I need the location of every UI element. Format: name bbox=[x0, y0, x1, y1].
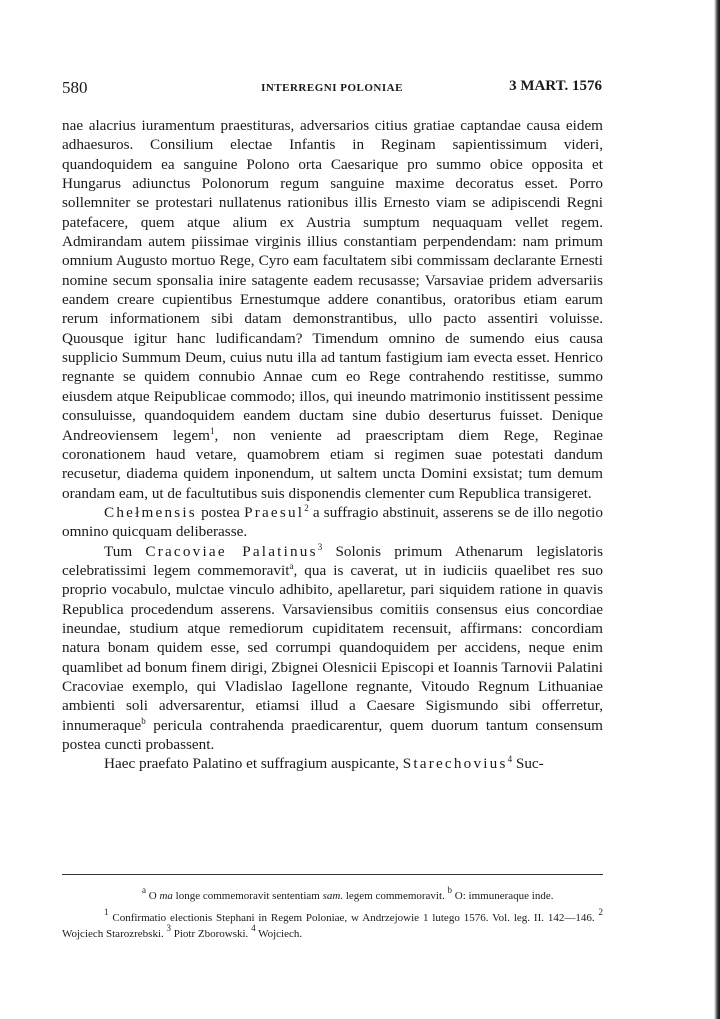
page-number: 580 bbox=[62, 78, 88, 97]
note-reference: 2 bbox=[304, 502, 309, 513]
text-run: legem commemoravit. bbox=[343, 890, 448, 902]
text-run: Solonis primum Athenarum legislatoris celebratissimi legem commemoravit bbox=[62, 542, 603, 579]
main-text bbox=[62, 116, 603, 774]
italic-variant: sam. bbox=[322, 890, 344, 902]
spaced-name: Cracoviae Palatinus bbox=[145, 542, 318, 560]
text-run: , qua is caverat, ut in iudiciis quaelibet res suo proprio vocabulo, mulctae vinculo adhibito, apellaretur, pari siquidem ratione in quavis Republica procedendum asserens. Varsaviensibus comitiis consensus eius concordiae ineundae, studium atque remediorum cupiditatem recensuit, affirmans: concordiam natura bonam quidem esse, sed corrumpi quandoquidem per accidens, neque enim quamlibet ad bonum finem dirigi, Zbignei Olesnicii Episcopi et Ioannis Tarnovii Palatini Cracoviae exemplo, qui Vladislao Iagellone regnante, Vitoudo Regnum Lithuaniae ambienti soli adversarentur, etiamsi illud a Caesare Sigismundo sibi offerretur, innumeraque bbox=[62, 561, 603, 734]
note-reference: 2 bbox=[598, 907, 603, 917]
footnotes bbox=[62, 885, 603, 942]
text-run: , non veniente ad praescriptam diem Rege, Reginae coronationem haud vetare, quamobrem etiam si regimen suae potestati dandum recusetur, diadema quidem inponendum, ut saltem uncta Domini exsistat; tum demum orandam eam, ut de facultutibus suis disponendis clementer cum Republica transigeret. bbox=[62, 426, 603, 502]
note-reference: 4 bbox=[507, 754, 513, 765]
text-run: Wojciech. bbox=[255, 928, 303, 940]
text-run: Suc- bbox=[512, 755, 544, 773]
footnote-historical bbox=[62, 907, 603, 942]
header-date: 3 MART. 1576 bbox=[509, 78, 602, 94]
text-run: Confirmatio electionis Stephani in Regem Poloniae, w Andrzejowie 1 lutego 1576. Vol. leg. II. 142—146. bbox=[108, 912, 599, 924]
paragraph bbox=[62, 754, 603, 773]
text-run: pericula contrahenda praedicarentur, quem duorum tantum consensum postea cuncti probassent. bbox=[62, 716, 603, 753]
footnote-critical bbox=[62, 885, 603, 904]
spaced-name: Starechovius bbox=[402, 755, 508, 773]
paragraph bbox=[62, 542, 603, 755]
spaced-name: Chełmensis bbox=[104, 503, 197, 521]
text-run: O bbox=[146, 890, 160, 902]
text-run: Piotr Zborowski. bbox=[171, 928, 252, 940]
note-reference: 3 bbox=[317, 541, 323, 552]
note-reference: 1 bbox=[209, 425, 215, 436]
header-title: INTERREGNI POLONIAE bbox=[261, 82, 403, 94]
note-reference: 4 bbox=[251, 923, 256, 933]
paragraph bbox=[62, 503, 603, 542]
note-reference: a bbox=[289, 560, 294, 571]
text-run: Tum bbox=[104, 542, 146, 560]
text-run: postea bbox=[196, 503, 245, 521]
note-reference: a bbox=[142, 885, 146, 895]
text-run: O: immuneraque inde. bbox=[452, 890, 554, 902]
running-header bbox=[62, 78, 602, 100]
text-run: longe commemoravit sententiam bbox=[172, 890, 323, 902]
note-reference: 3 bbox=[166, 923, 171, 933]
note-reference: b bbox=[141, 715, 146, 726]
text-run: a suffragio abstinuit, asserens se de illo negotio omnino quicquam deliberasse. bbox=[62, 503, 603, 541]
note-reference: 1 bbox=[104, 907, 109, 917]
italic-variant: ma bbox=[159, 890, 173, 902]
footnote-rule bbox=[62, 874, 603, 875]
scan-edge-shadow bbox=[714, 0, 720, 1019]
spaced-name: Praesul bbox=[244, 503, 305, 521]
note-reference: b bbox=[447, 885, 453, 895]
text-run: Haec praefato Palatino et suffragium auspicante, bbox=[104, 755, 403, 773]
paragraph bbox=[62, 116, 603, 503]
text-run: Wojciech Starozrebski. bbox=[62, 928, 167, 940]
text-run: nae alacrius iuramentum praestituras, adversarios citius gratiae captandae causa eidem adhaesuros. Consilium electae Infantis in Reginam sapientissimum videri, quandoquidem ea sanguine Polono orta Caesarique pro summo obice opposita et Hungarus adiunctus Polonorum regum sanguine maxime decoratus esset. Porro sollemniter se protestari nullatenus rationibus illis Ernesto viam se adipiscendi Regni patefacere, quem atque alium ex Austria sumptum nequaquam vellet regem. Admirandam autem piissimae virginis illius constantiam perpendendam: nam primum omnium Augusto mortuo Rege, Cyro eam facultatem sibi commissam declarante Ernesti nomine secum sponsalia inire satagente eadem recusasse; Varsaviae pridem adversariis eandem creare cupientibus Ernestumque addere conantibus, oratoribus etiam earum rerum informationem sibi datam demonstrantibus, ullo pacto assentiri voluisse. Quousque igitur hanc ludificandam? Timendum omnino de sumendo eius causa supplicio Summum Deum, cuius nutu illa ad tantum fastigium iam evecta esset. Henrico regnante se quidem connubio Annae cum eo Rege contrahendo restitisse, summo eiusdem atque Reipublicae commodo; illos, qui ineundo matrimonio institissent pessime consuluisse, quandoquidem eandem ductam sine dubio deserturus fuisset. Denique Andreoviensem legem bbox=[62, 117, 603, 444]
